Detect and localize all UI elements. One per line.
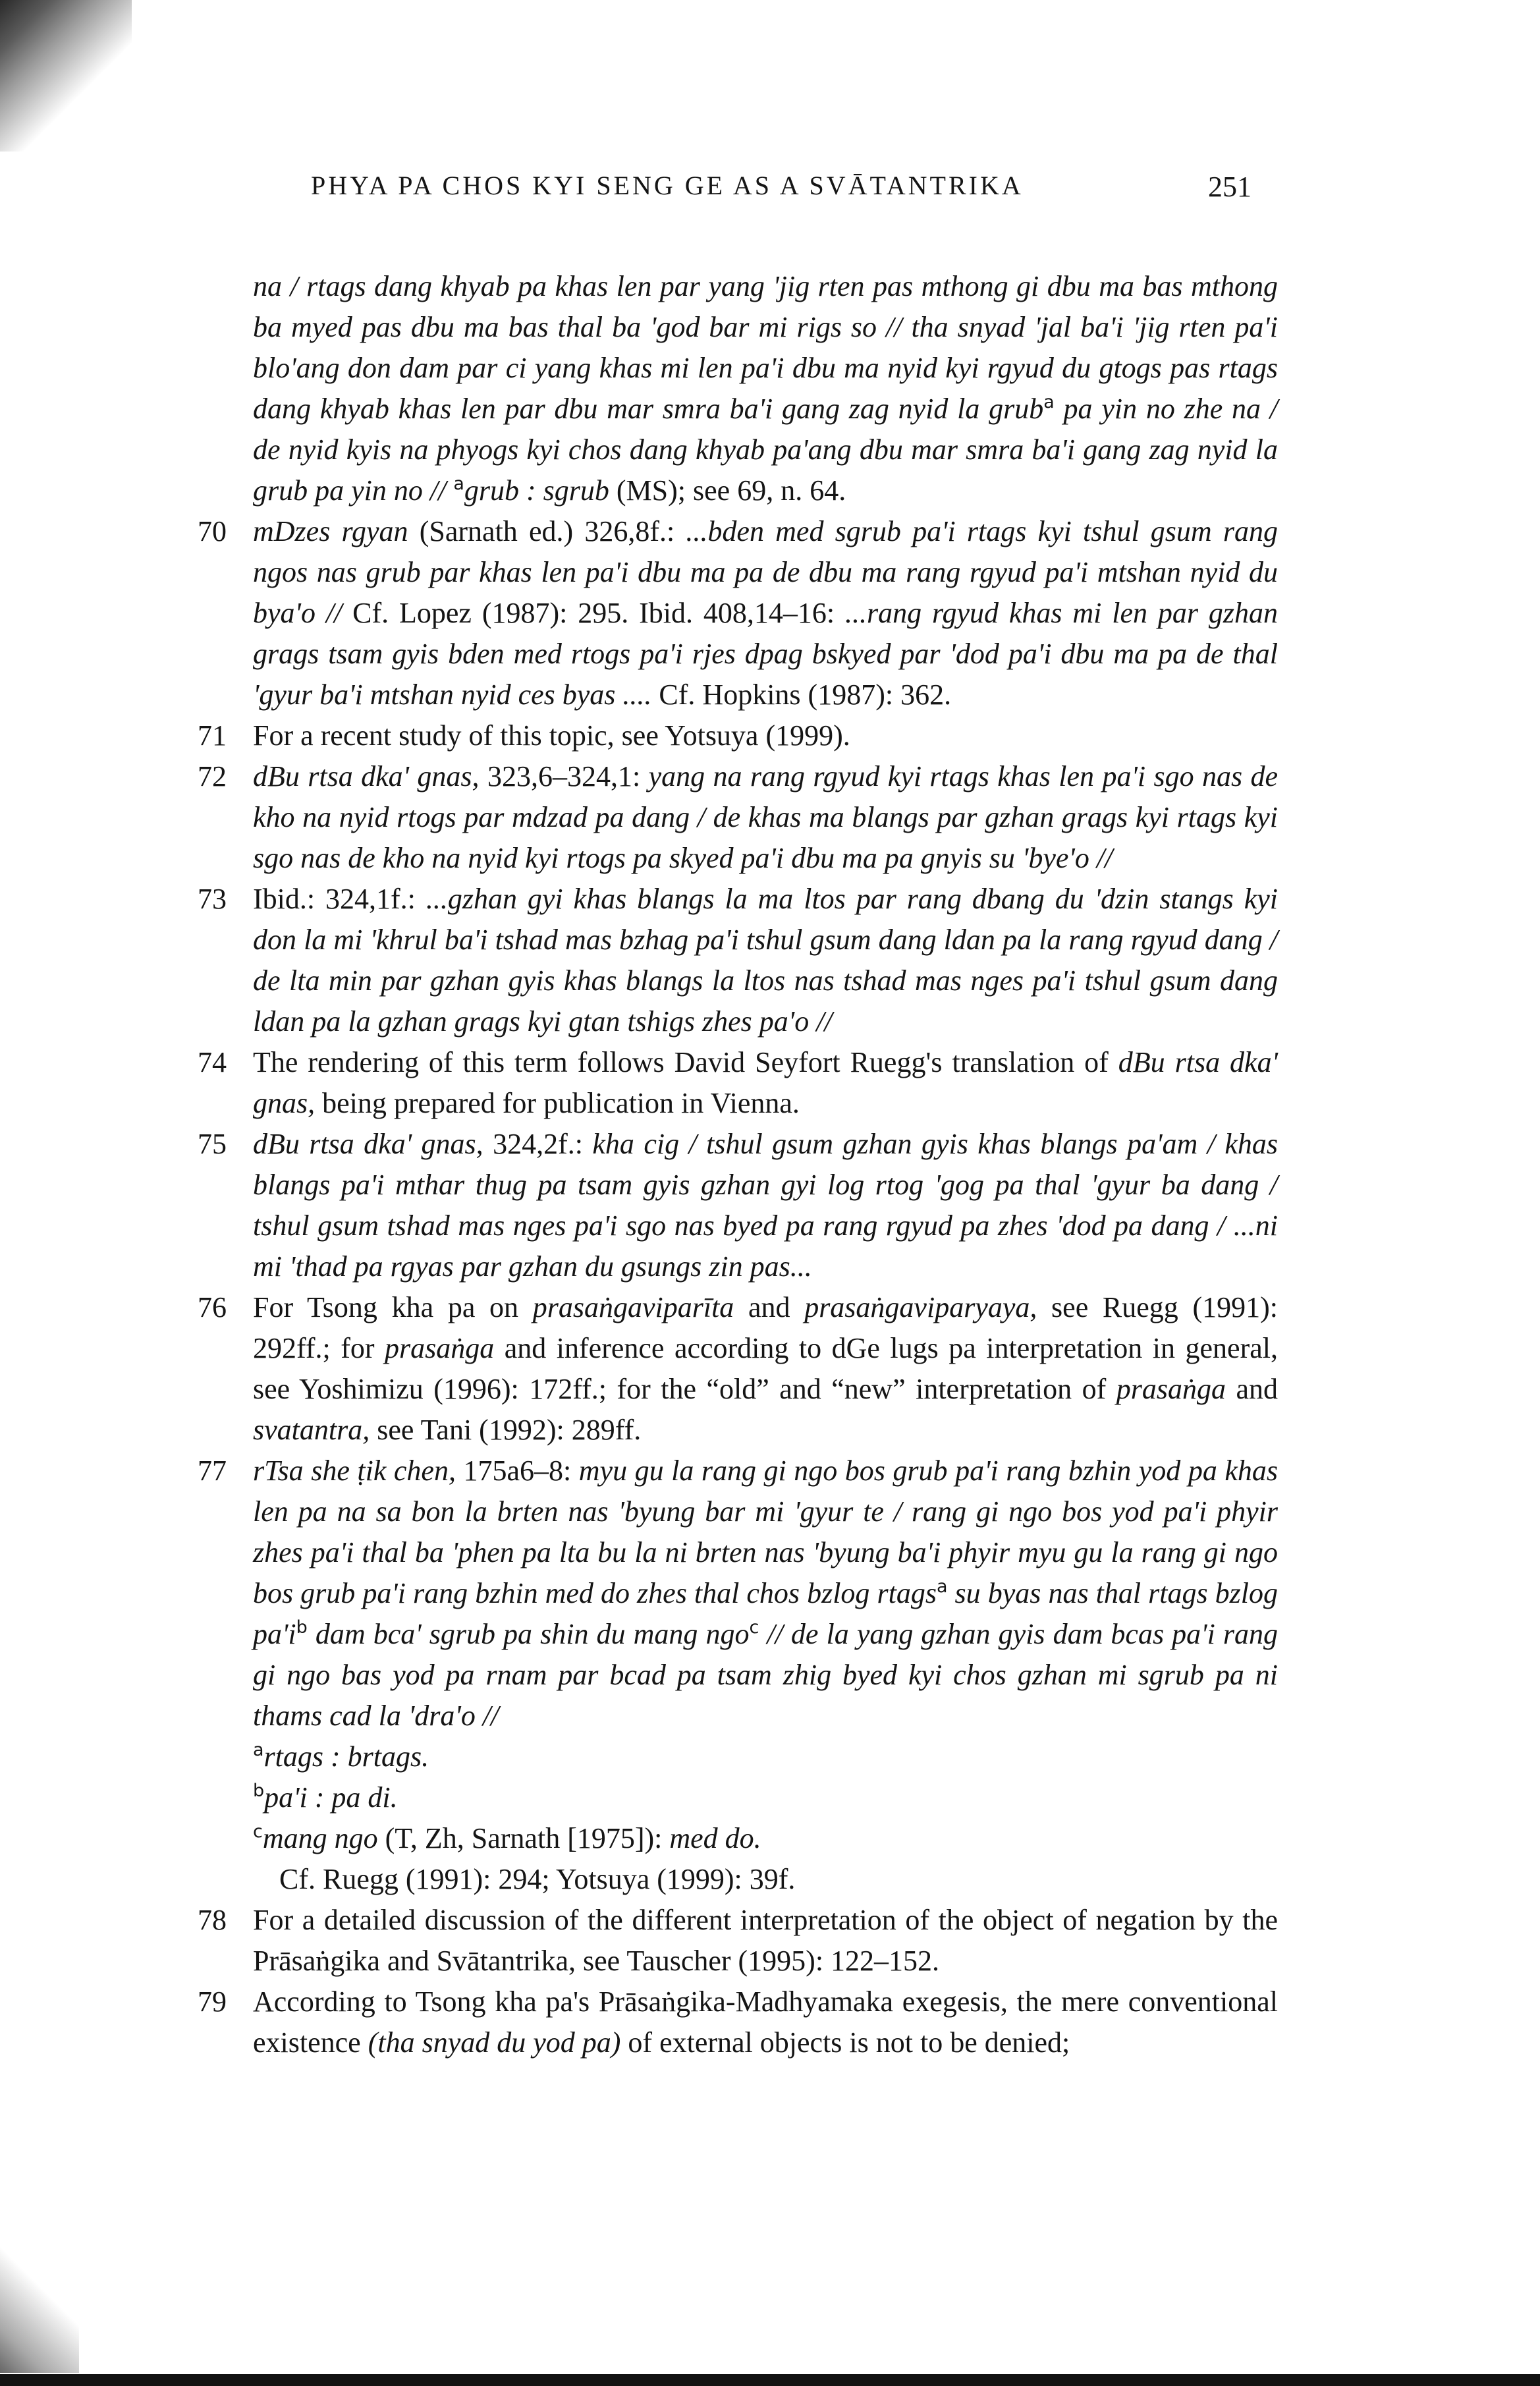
note-75: 75 dBu rtsa dka' gnas, 324,2f.: kha cig / tshul gsum gzhan gyis khas blangs pa'am / khas blangs pa'i mthar thug pa tsam gyis gzhan gyi log rtog 'gog pa thal 'gyur ba dang / tshul gsum tshad mas nges pa'i sgo nas byed pa rang rgyud pa zhes 'dod pa dang / ...ni mi 'thad pa rgyas par gzhan du gsungs zin pas... — [198, 1124, 1278, 1287]
note-79: 79 According to Tsong kha pa's Prāsaṅgika-Madhyamaka exegesis, the mere conventional existence (tha snyad du yod pa) of external objects is not to be denied; — [198, 1982, 1278, 2063]
variant-c: $^c$mang ngo (T, Zh, Sarnath [1975]): med do. — [253, 1821, 761, 1854]
footnotes — [198, 266, 1278, 2063]
note-77-cf: Cf. Ruegg (1991): 294; Yotsuya (1999): 39f. — [279, 1863, 796, 1895]
running-head — [0, 170, 1540, 209]
running-title: PHYA PA CHOS KYI SENG GE AS A SVĀTANTRIKA — [311, 171, 1024, 200]
note-number: 79 — [198, 1985, 227, 2018]
scan-shadow-bottom-left — [0, 2241, 79, 2373]
note-number: 75 — [198, 1128, 227, 1160]
note-70: 70 mDzes rgyan (Sarnath ed.) 326,8f.: ...bden med sgrub pa'i rtags kyi tshul gsum rang ngos nas grub par khas len pa'i dbu ma pa de dbu ma rang rgyud pa'i mtshan nyid du bya'o // Cf. Lopez (1987): 295. Ibid. 408,14–16: ...rang rgyud khas mi len par gzhan grags tsam gyis bden med rtogs pa'i rjes dpag bskyed par 'dod pa'i dbu ma pa de thal 'gyur ba'i mtshan nyid ces byas .... Cf. Hopkins (1987): 362. — [198, 511, 1278, 715]
note-77: 77 rTsa she ṭik chen, 175a6–8: myu gu la rang gi ngo bos grub pa'i rang bzhin yod pa khas len pa na sa bon la brten nas 'byung bar mi 'gyur te / rang gi ngo bos yod pa'i phyir zhes pa'i thal ba 'phen pa lta bu la ni brten nas 'byung ba'i phyir myu gu la rang gi ngo bos grub pa'i rang bzhin med do zhes thal chos bzlog rtags$^a$ su byas nas thal rtags bzlog $pa'i^b$ dam bca' sgrub pa shin du mang ngo$^c$ // de la yang gzhan gyis dam bcas pa'i rang gi ngo bas yod pa rnam par bcad pa tsam zhig byed kyi chos gzhan mi sgrub pa ni thams cad la 'dra'o // — [198, 1451, 1278, 1736]
note-78: 78 For a detailed discussion of the different interpretation of the object of negation by the Prāsaṅgika and Svātantrika, see Tauscher (1995): 122–152. — [198, 1900, 1278, 1982]
note-71: 71 For a recent study of this topic, see Yotsuya (1999). — [198, 715, 1278, 756]
note-74: 74 The rendering of this term follows David Seyfort Ruegg's translation of dBu rtsa dka' gnas, being prepared for publication in Vienna. — [198, 1042, 1278, 1124]
note-number: 77 — [198, 1455, 227, 1487]
note-number: 74 — [198, 1046, 227, 1078]
page-number: 251 — [1208, 171, 1251, 203]
note-continued: na / rtags dang khyab pa khas len par yang 'jig rten pas mthong gi dbu ma bas mthong ba myed pas dbu ma bas thal ba 'god bar mi rigs so // tha snyad 'jal ba'i 'jig rten pa'i blo'ang don dam par ci yang khas mi len pa'i dbu ma nyid kyi rgyud du gtogs pas rtags dang khyab khas len par dbu mar smra ba'i gang zag nyid la grub$^a$ pa yin no zhe na / de nyid kyis na phyogs kyi chos dang khyab pa'ang dbu mar smra ba'i gang zag nyid la grub pa yin no // $^a$grub : sgrub (MS); see 69, n. 64. — [253, 270, 1278, 507]
note-number: 78 — [198, 1904, 227, 1936]
note-number: 73 — [198, 883, 227, 915]
scan-shadow — [0, 0, 132, 152]
variant-b: $^b$pa'i : pa di. — [253, 1781, 398, 1814]
scan-bottom-edge — [0, 2374, 1540, 2386]
note-number: 76 — [198, 1291, 227, 1323]
note-76: 76 For Tsong kha pa on prasaṅgaviparīta and prasaṅgaviparyaya, see Ruegg (1991): 292ff.; for prasaṅga and inference according to dGe lugs pa interpretation in general, see Yoshimizu (1996): 172ff.; for the “old” and “new” interpretation of prasaṅga and svatantra, see Tani (1992): 289ff. — [198, 1287, 1278, 1451]
note-number: 70 — [198, 515, 227, 547]
note-72: 72 dBu rtsa dka' gnas, 323,6–324,1: yang na rang rgyud kyi rtags khas len pa'i sgo nas de kho na nyid rtogs par mdzad pa dang / de khas ma blangs par gzhan grags kyi rtags kyi sgo nas de kho na nyid kyi rtogs pa skyed pa'i dbu ma pa gnyis su 'bye'o // — [198, 756, 1278, 879]
variant-a: $^a$rtags : brtags. — [253, 1740, 429, 1773]
note-73: 73 Ibid.: 324,1f.: ...gzhan gyi khas blangs la ma ltos par rang dbang du 'dzin stangs kyi don la mi 'khrul ba'i tshad mas bzhag pa'i tshul gsum dang ldan pa la rang rgyud dang / de lta min par gzhan gyis khas blangs la ltos nas tshad mas nges pa'i tshul gsum dang ldan pa la gzhan grags kyi gtan tshigs zhes pa'o // — [198, 879, 1278, 1042]
note-number: 72 — [198, 760, 227, 792]
note-number: 71 — [198, 719, 227, 752]
